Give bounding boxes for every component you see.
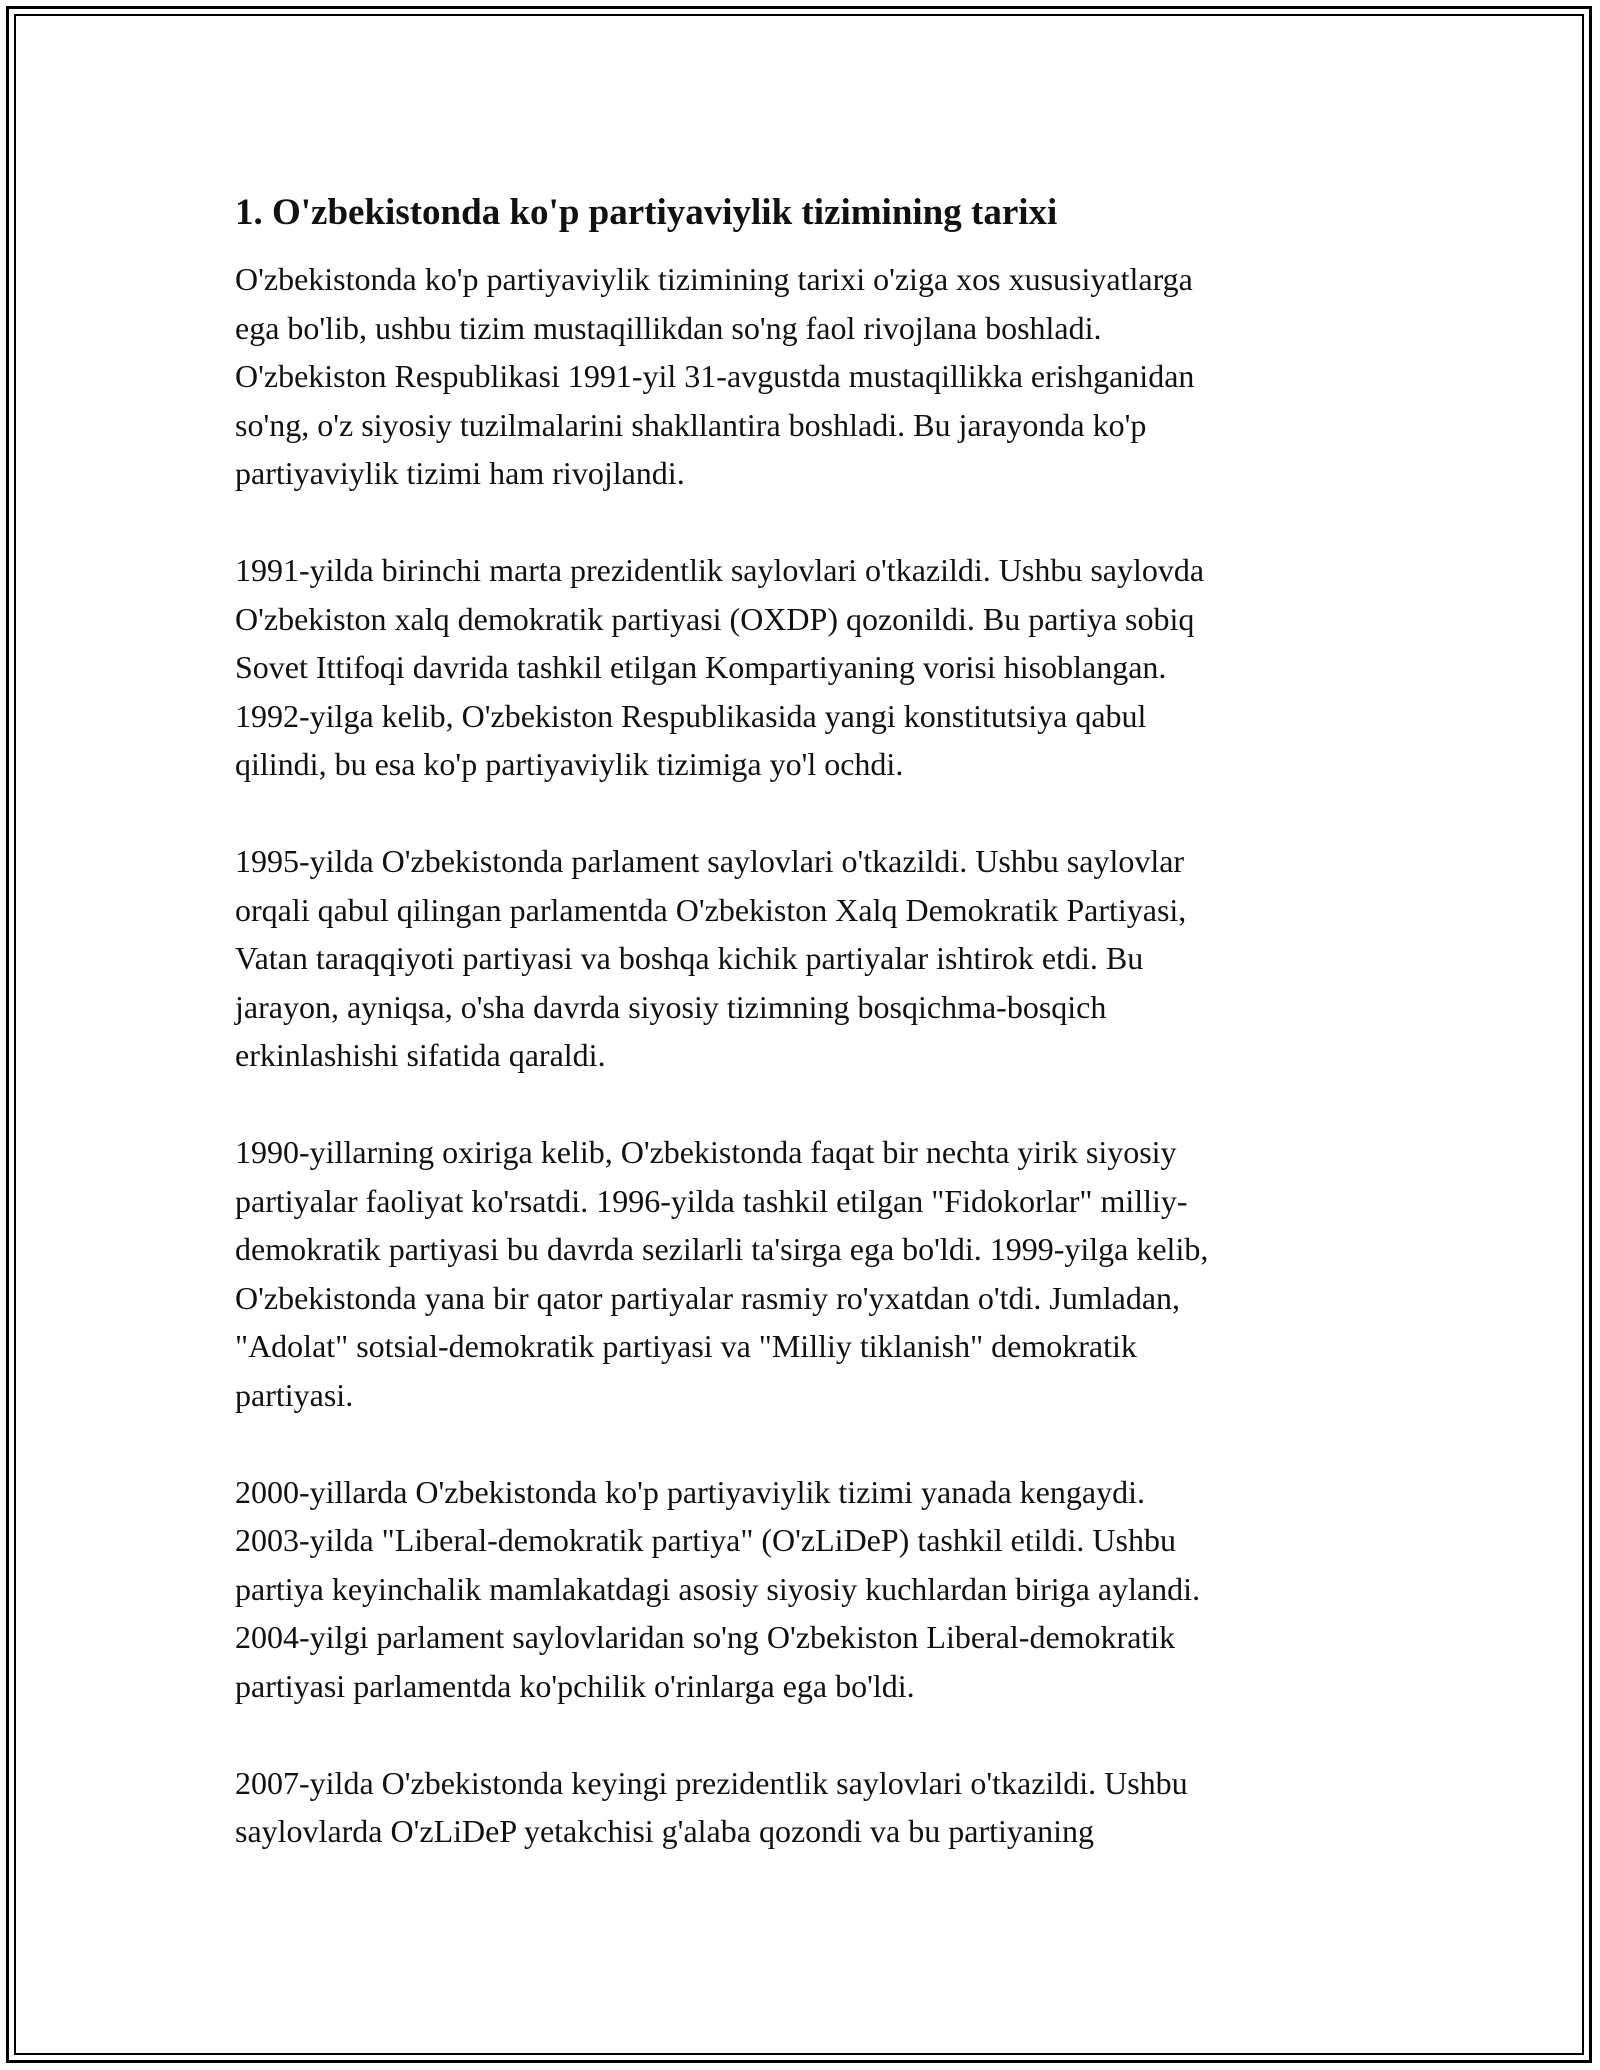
text-line: O'zbekistonda yana bir qator partiyalar rasmiy ro'yxatdan o'tdi. Jumladan,: [235, 1279, 1181, 1316]
text-line: ega bo'lib, ushbu tizim mustaqillikdan so'ng faol rivojlana boshladi.: [235, 309, 1102, 346]
paragraph-5: [235, 1468, 1375, 1711]
text-line: 1991-yilda birinchi marta prezidentlik saylovlari o'tkazildi. Ushbu saylovda: [235, 552, 1205, 588]
text-line: 1990-yillarning oxiriga kelib, O'zbekistonda faqat bir nechta yirik siyosiy: [235, 1134, 1177, 1170]
text-line: jarayon, ayniqsa, o'sha davrda siyosiy tizimning bosqichma-bosqich: [235, 988, 1107, 1025]
text-line: qilindi, bu esa ko'p partiyaviylik tizimiga yo'l ochdi.: [235, 746, 904, 782]
paragraph-4: [235, 1128, 1375, 1419]
text-line: erkinlashishi sifatida qaraldi.: [235, 1037, 606, 1073]
text-line: 1992-yilga kelib, O'zbekiston Respublikasida yangi konstitutsiya qabul: [235, 697, 1147, 734]
text-line: 2004-yilgi parlament saylovlaridan so'ng O'zbekiston Liberal-demokratik: [235, 1619, 1176, 1655]
text-line: demokratik partiyasi bu davrda sezilarli ta'sirga ega bo'ldi. 1999-yilga kelib,: [235, 1231, 1209, 1267]
text-line: so'ng, o'z siyosiy tuzilmalarini shakllantira boshladi. Bu jarayonda ko'p: [235, 406, 1147, 443]
paragraph-3: [235, 837, 1375, 1080]
text-line: O'zbekistonda ko'p partiyaviylik tizimining tarixi o'ziga xos xususiyatlarga: [235, 261, 1193, 297]
text-line: O'zbekiston Respublikasi 1991-yil 31-avgustda mustaqillikka erishganidan: [235, 358, 1195, 394]
text-line: partiyasi parlamentda ko'pchilik o'rinlarga ega bo'ldi.: [235, 1667, 915, 1704]
paragraph-6: [235, 1759, 1375, 1856]
document-body: [235, 188, 1375, 1904]
text-line: O'zbekiston xalq demokratik partiyasi (OXDP) qozonildi. Bu partiya sobiq: [235, 600, 1195, 637]
text-line: 1995-yilda O'zbekistonda parlament saylovlari o'tkazildi. Ushbu saylovlar: [235, 843, 1185, 879]
text-line: orqali qabul qilingan parlamentda O'zbekiston Xalq Demokratik Partiyasi,: [235, 891, 1187, 928]
text-line: Sovet Ittifoqi davrida tashkil etilgan Kompartiyaning vorisi hisoblangan.: [235, 649, 1167, 685]
text-line: "Adolat" sotsial-demokratik partiyasi va "Milliy tiklanish" demokratik: [235, 1328, 1137, 1364]
text-line: partiya keyinchalik mamlakatdagi asosiy siyosiy kuchlardan biriga aylandi.: [235, 1570, 1201, 1607]
text-line: partiyasi.: [235, 1376, 354, 1413]
text-line: saylovlarda O'zLiDeP yetakchisi g'alaba qozondi va bu partiyaning: [235, 1813, 1094, 1849]
text-line: 2000-yillarda O'zbekistonda ko'p partiyaviylik tizimi yanada kengaydi.: [235, 1473, 1145, 1510]
paragraph-1: [235, 255, 1375, 498]
paragraph-2: [235, 546, 1375, 789]
text-line: partiyaviylik tizimi ham rivojlandi.: [235, 455, 685, 491]
section-title: 1. O'zbekistonda ko'p partiyaviylik tizimining tarixi: [235, 192, 1058, 233]
text-line: Vatan taraqqiyoti partiyasi va boshqa kichik partiyalar ishtirok etdi. Bu: [235, 940, 1144, 976]
text-line: partiyalar faoliyat ko'rsatdi. 1996-yilda tashkil etilgan "Fidokorlar" milliy-: [235, 1182, 1188, 1219]
text-line: 2003-yilda "Liberal-demokratik partiya" (O'zLiDeP) tashkil etildi. Ushbu: [235, 1522, 1176, 1558]
text-line: 2007-yilda O'zbekistonda keyingi prezidentlik saylovlari o'tkazildi. Ushbu: [235, 1764, 1188, 1801]
